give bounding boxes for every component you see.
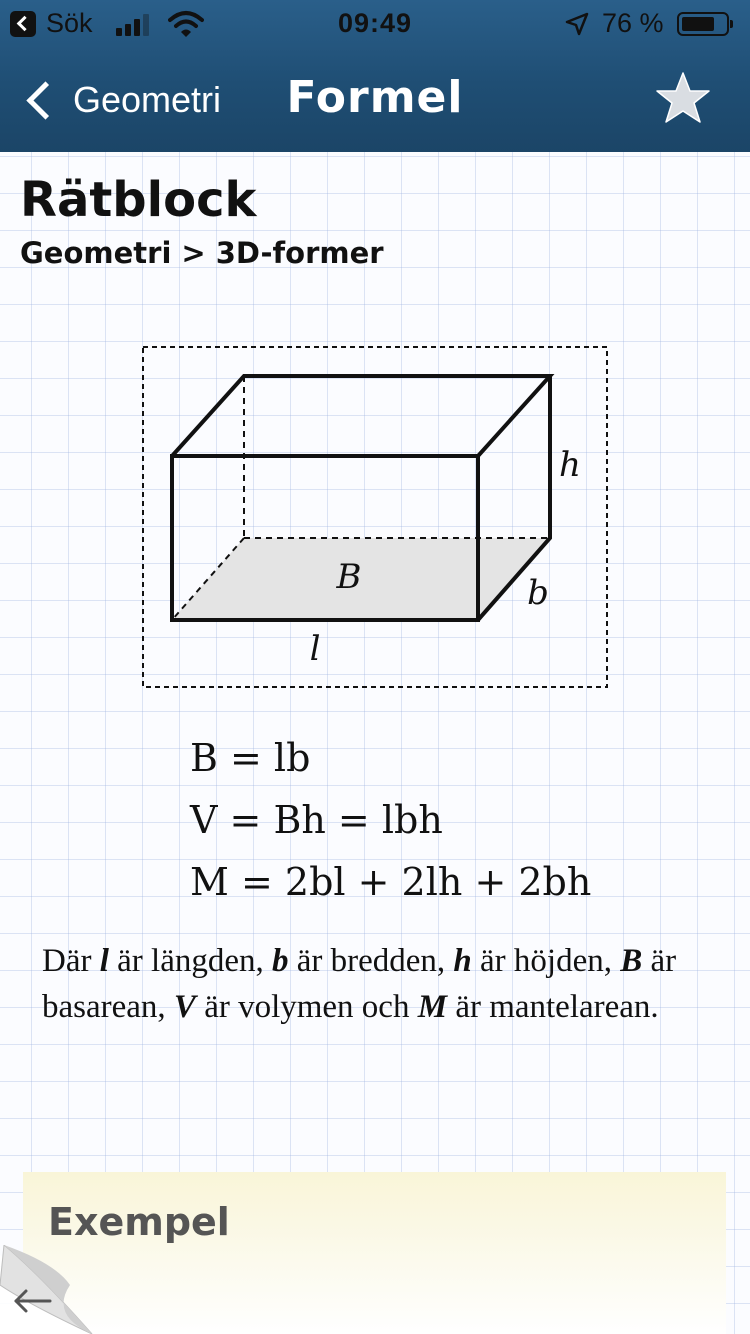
figure-frame [143,347,607,687]
description-text: är höjden, [480,943,612,979]
cuboid-figure [142,346,608,688]
example-section[interactable] [23,1172,726,1334]
label-width: b [527,573,549,613]
formula-mantle-area: M = 2bl + 2lh + 2bh [190,860,592,904]
description-variable: B [620,943,643,979]
description-variable: b [272,943,289,979]
description-variable: M [417,989,448,1025]
navigation-bar [0,50,750,150]
variable-description [42,938,722,1030]
back-to-app-label[interactable]: Sök [46,8,93,38]
description-variable: l [99,943,109,979]
description-text: är mantelarean. [455,989,659,1025]
location-arrow-icon [565,12,589,36]
breadcrumb-current[interactable]: 3D-former [215,236,384,270]
page-title: Rätblock [20,172,257,228]
label-height: h [559,445,581,485]
page-curl-back[interactable] [0,1245,100,1334]
label-length: l [309,629,321,669]
description-text: är längden, [117,943,264,979]
formula-volume: V = Bh = lbh [190,798,443,842]
description-text: är bredden, [296,943,446,979]
back-button-label: Geometri [73,79,222,120]
battery-icon [677,12,729,36]
description-text: Där [42,943,92,979]
formula-list [190,727,591,913]
formula-base-area: B = lb [190,736,311,780]
status-time: 09:49 [337,8,413,38]
example-title: Exempel [48,1200,230,1244]
description-text: är basarean, [42,943,677,1025]
breadcrumb [20,236,384,270]
nav-title: Formel [286,72,464,123]
description-variable: h [453,943,472,979]
status-bar [0,0,750,50]
breadcrumb-separator: > [181,236,206,270]
label-base: B [336,557,362,597]
description-text: är volymen och [204,989,410,1025]
battery-percent: 76 % [602,8,664,38]
formula-page [0,152,750,1334]
description-variable: V [173,989,196,1025]
star-icon[interactable] [654,70,712,128]
top-bar [0,0,750,154]
breadcrumb-parent[interactable]: Geometri [20,236,172,270]
